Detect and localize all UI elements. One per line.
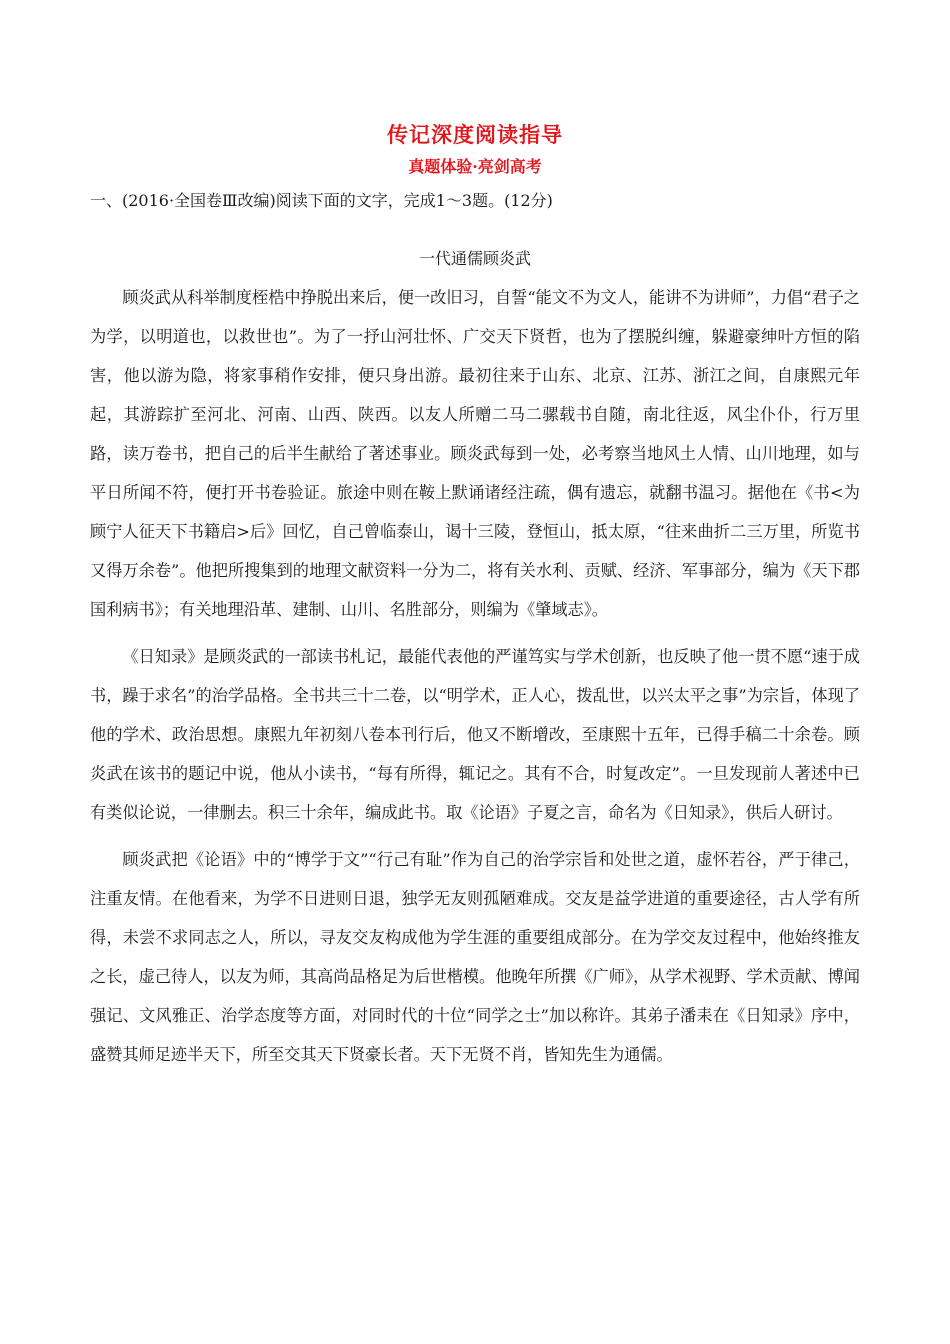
article-title: 一代通儒顾炎武 <box>418 249 531 268</box>
article-paragraph-1: 顾炎武从科举制度桎梏中挣脱出来后，便一改旧习，自誓“能文不为文人，能讲不为讲师”，力倡“君子之为学，以明道也，以救世也”。为了一抒山河壮怀、广交天下贤哲，也为了摆脱纠缠，躲避豪绅叶方恒的陷害，他以游为隐，将家事稍作安排，便只身出游。最初往来于山东、北京、江苏、浙江之间，自康熙元年起，其游踪扩至河北、河南、山西、陕西。以友人所赠二马二骡载书自随，南北往返，风尘仆仆，行万里路，读万卷书，把自己的后半生献给了著述事业。顾炎武每到一处，必考察当地风土人情、山川地理，如与平日所闻不符，便打开书卷验证。旅途中则在鞍上默诵诸经注疏，偶有遗忘，就翻书温习。据他在《书<为顾宁人征天下书籍启>后》回忆，自己曾临泰山，谒十三陵，登恒山，抵太原，“往来曲折二三万里，所览书又得万余卷”。他把所搜集到的地理文献资料一分为二，将有关水利、贡赋、经济、军事部分，编为《天下郡国利病书》；有关地理沿革、建制、山川、名胜部分，则编为《肇域志》。 <box>90 288 860 619</box>
section-subtitle: 真题体验·亮剑高考 <box>408 157 542 176</box>
document-page <box>90 118 860 1082</box>
page-title: 传记深度阅读指导 <box>387 122 563 147</box>
article-paragraph-2: 《日知录》是顾炎武的一部读书札记，最能代表他的严谨笃实与学术创新，也反映了他一贯不愿“速于成书，躁于求名”的治学品格。全书共三十二卷，以“明学术，正人心，拨乱世，以兴太平之事”为宗旨，体现了他的学术、政治思想。康熙九年初刻八卷本刊行后，他又不断增改，至康熙十五年，已得手稿二十余卷。顾炎武在该书的题记中说，他从小读书，“每有所得，辄记之。其有不合，时复改定”。一旦发现前人著述中已有类似论说，一律删去。积三十余年，编成此书。取《论语》子夏之言，命名为《日知录》，供后人研讨。 <box>90 647 860 822</box>
article-paragraph-3: 顾炎武把《论语》中的“博学于文”“行己有耻”作为自己的治学宗旨和处世之道，虚怀若谷，严于律己，注重友情。在他看来，为学不日进则日退，独学无友则孤陋难成。交友是益学进道的重要途径，古人学有所得，未尝不求同志之人，所以，寻友交友构成他为学生涯的重要组成部分。在为学交友过程中，他始终推友之长，虚己待人，以友为师，其高尚品格足为后世楷模。他晚年所撰《广师》，从学术视野、学术贡献、博闻强记、文风雅正、治学态度等方面，对同时代的十位“同学之士”加以称许。其弟子潘耒在《日知录》序中，盛赞其师足迹半天下，所至交其天下贤豪长者。天下无贤不肖，皆知先生为通儒。 <box>90 850 860 1064</box>
question-intro: 一、(2016·全国卷Ⅲ改编)阅读下面的文字，完成1～3题。(12分) <box>90 191 553 210</box>
